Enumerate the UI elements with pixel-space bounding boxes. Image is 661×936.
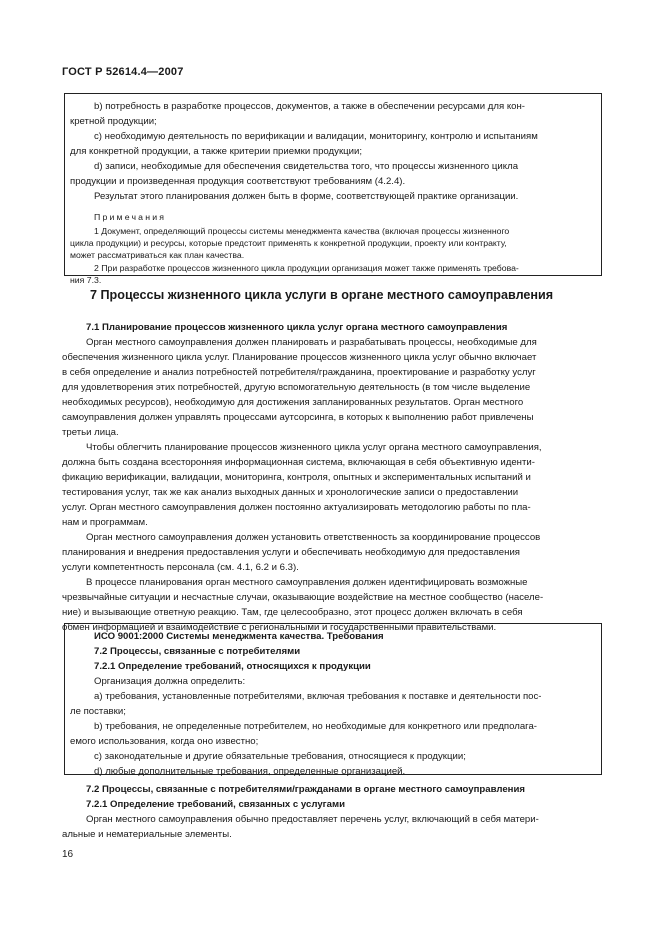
body-line: планирования и внедрения предоставления услуги и обеспечивать необходимую для предоставления xyxy=(62,547,520,558)
iso-title: ИСО 9001:2000 Системы менеджмента качества. Требования xyxy=(94,631,384,642)
body-line: Орган местного самоуправления должен планировать и разрабатывать процессы, необходимые для xyxy=(86,337,537,348)
box2-line: b) требования, не определенные потребителем, но необходимые для конкретного или предполага- xyxy=(94,721,537,732)
note-line: цикла продукции) и ресурсы, которые предстоит применять к конкретной продукции, проекту или контракту, xyxy=(70,238,507,248)
page-number: 16 xyxy=(62,849,74,860)
body-line: необходимых ресурсов), необходимую для достижения запланированных результатов. Орган местного xyxy=(62,397,524,408)
box2-line: c) законодательные и другие обязательные требования, относящиеся к продукции; xyxy=(94,751,466,762)
body-line: услуг. Орган местного самоуправления должен постоянно актуализировать методологию работы по пла- xyxy=(62,502,531,513)
quoted-requirements-box xyxy=(64,93,602,285)
box1-line: продукции и произведенная продукция соответствуют требованиям (4.2.4). xyxy=(70,176,406,187)
body-line: Орган местного самоуправления должен установить ответственность за координирование процессов xyxy=(86,532,541,543)
body-line: в себя определение и анализ потребностей потребителя/гражданина, проектирование и разработку услуг xyxy=(62,367,536,378)
box1-line: d) записи, необходимые для обеспечения свидетельства того, что процессы жизненного цикла xyxy=(94,161,519,172)
iso-subheading: 7.2.1 Определение требований, относящихся к продукции xyxy=(94,661,371,672)
body-line: обеспечения жизненного цикла услуг. Планирование процессов жизненного цикла услуг обычно включает xyxy=(62,352,537,363)
body-line: фикацию верификации, валидации, мониторинга, контроля, опытных и экспериментальных испытаний и xyxy=(62,472,531,483)
body-line: альные и нематериальные элементы. xyxy=(62,829,232,840)
note-line: 2 При разработке процессов жизненного цикла продукции организация может также применять требова- xyxy=(94,263,519,273)
body-line: Чтобы облегчить планирование процессов жизненного цикла услуг органа местного самоуправления, xyxy=(86,442,542,453)
note-line: 1 Документ, определяющий процессы системы менеджмента качества (включая процессы жизненного xyxy=(94,226,510,236)
section-7-2-1-heading: 7.2.1 Определение требований, связанных с услугами xyxy=(86,799,345,810)
note-line: может рассматриваться как план качества. xyxy=(70,250,245,260)
box2-line: Организация должна определить: xyxy=(94,676,246,687)
box2-line: ле поставки; xyxy=(70,706,126,717)
box2-line: a) требования, установленные потребителями, включая требования к поставке и деятельности пос- xyxy=(94,691,542,702)
section-7-2-heading: 7.2 Процессы, связанные с потребителями/гражданами в органе местного самоуправления xyxy=(86,784,525,795)
box2-line: d) любые дополнительные требования, определенные организацией. xyxy=(94,766,406,777)
body-line: третьи лица. xyxy=(62,427,119,438)
body-line: ние) и вызывающие ответную реакцию. Там, где целесообразно, этот процесс должен включать в себя xyxy=(62,607,523,618)
body-line: самоуправления должен управлять процессами аутсорсинга, в которых к выполнению работ привлечены xyxy=(62,412,534,423)
section-7-heading: 7 Процессы жизненного цикла услуги в органе местного самоуправления xyxy=(90,288,554,302)
body-line: Орган местного самоуправления обычно предоставляет перечень услуг, включающий в себя матери- xyxy=(86,814,539,825)
body-line: чрезвычайные ситуации и несчастные случаи, оказывающие воздействие на местное сообщество (населе- xyxy=(62,592,544,603)
body-line: В процессе планирования орган местного самоуправления должен идентифицировать возможные xyxy=(86,577,528,588)
body-line: нам и программам. xyxy=(62,517,148,528)
note-line: ния 7.3. xyxy=(70,275,102,285)
box1-line: b) потребность в разработке процессов, документов, а также в обеспечении ресурсами для кон- xyxy=(94,101,525,112)
standard-header: ГОСТ Р 52614.4—2007 xyxy=(62,66,184,78)
body-line: тестирования услуг, так же как анализ выходных данных и хронологические записи о предоставлении xyxy=(62,487,519,498)
box1-line: Результат этого планирования должен быть в форме, соответствующей практике организации. xyxy=(94,191,519,202)
body-line: услуги компетентность персонала (см. 4.1, 6.2 и 6.3). xyxy=(62,562,299,573)
section-7-1-heading: 7.1 Планирование процессов жизненного цикла услуг органа местного самоуправления xyxy=(86,322,508,333)
box1-line: c) необходимую деятельность по верификации и валидации, мониторингу, контролю и испытаниям xyxy=(94,131,538,142)
body-line: для удовлетворения этих потребностей, другую вспомогательную деятельность (в том числе выделение xyxy=(62,382,531,393)
iso-subheading: 7.2 Процессы, связанные с потребителями xyxy=(94,646,301,657)
box1-line: кретной продукции; xyxy=(70,116,157,127)
body-line: обмен информацией и взаимодействие с региональными и государственными правительствами. xyxy=(62,622,497,633)
box1-line: для конкретной продукции, а также критерии приемки продукции; xyxy=(70,146,363,157)
iso-9001-quote-box xyxy=(64,623,602,775)
body-line: должна быть создана всесторонняя информационная система, включающая в себя объективную иденти- xyxy=(62,457,535,468)
notes-title: Примечания xyxy=(94,212,167,222)
box2-line: емого использования, когда оно известно; xyxy=(70,736,259,747)
